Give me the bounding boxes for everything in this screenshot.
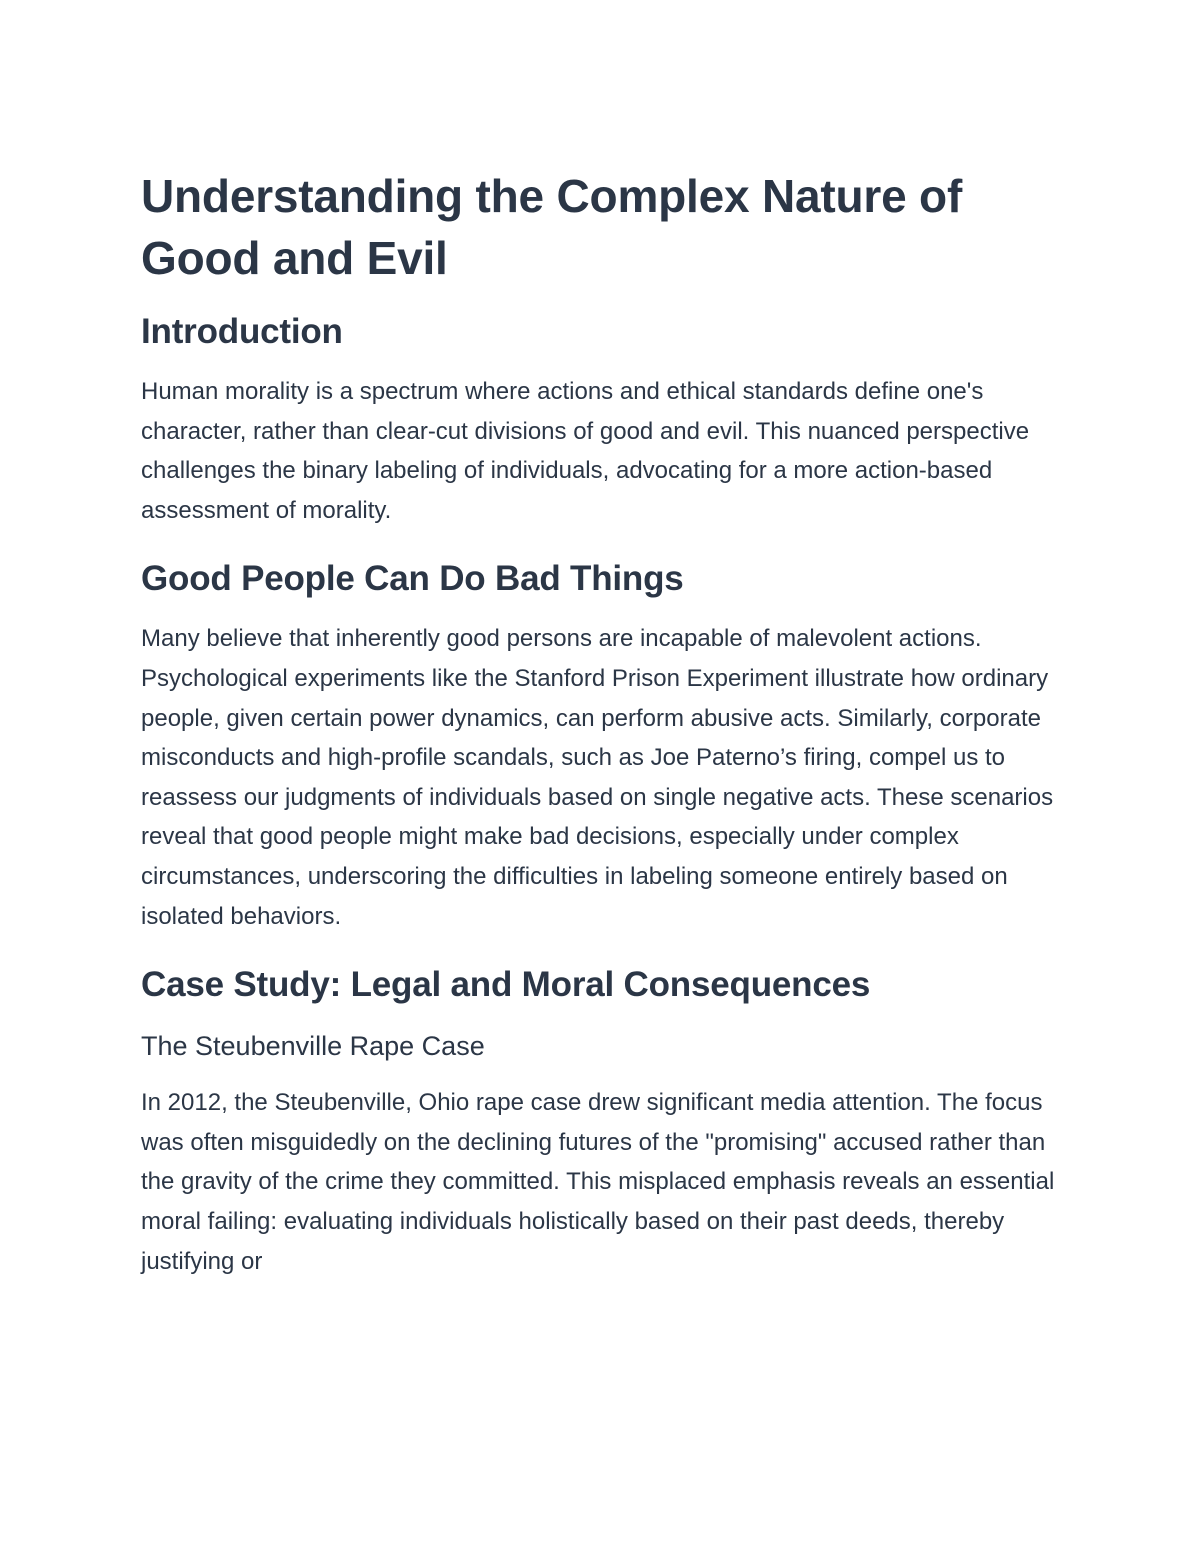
paragraph-introduction: Human morality is a spectrum where actions and ethical standards define one's character, rather than clear-cut divisions of good and evil. This nuanced perspective challenges the binary labeling of individuals, advocating for a more action-based assessment of morality. [141, 378, 1030, 524]
paragraph-good-people: Many believe that inherently good persons are incapable of malevolent actions. Psychological experiments like the Stanford Prison Experiment illustrate how ordinary people, given certain power dynamics, can perform abusive acts. Similarly, corporate misconducts and high-profile scandals, such as Joe Paterno’s firing, compel us to reassess our judgments of individuals based on single negative acts. These scenarios reveal that good people might make bad decisions, especially under complex circumstances, underscoring the difficulties in labeling someone entirely based on isolated behaviors. [141, 625, 1054, 930]
section-heading-introduction: Introduction [141, 312, 343, 351]
section-heading-case-study: Case Study: Legal and Moral Consequences [141, 965, 871, 1005]
subheading-steubenville: The Steubenville Rape Case [141, 1031, 485, 1062]
paragraph-steubenville: In 2012, the Steubenville, Ohio rape case drew significant media attention. The focus was often misguidedly on the declining futures of the "promising" accused rather than the gravity of the crime they committed. This misplaced emphasis reveals an essential moral failing: evaluating individuals holistically based on their past deeds, thereby justifying or [141, 1089, 1055, 1275]
document-title: Understanding the Complex Nature of Good and Evil [141, 170, 963, 284]
document-page [141, 165, 1071, 1281]
section-heading-good-people: Good People Can Do Bad Things [141, 559, 684, 599]
